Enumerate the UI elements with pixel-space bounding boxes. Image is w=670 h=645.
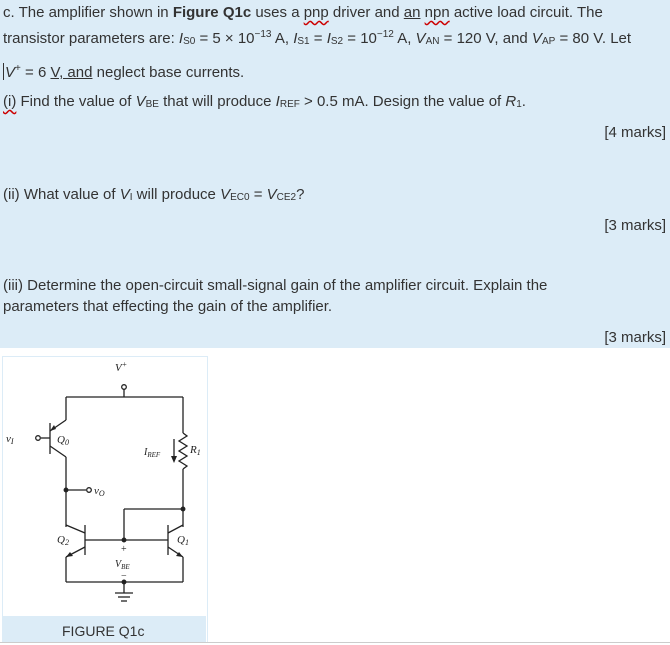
supply-line: V+ = 6 V, and neglect base currents. [5, 63, 245, 81]
part-i-marks: [4 marks] [604, 124, 666, 141]
part-iii-text-1: (iii) Determine the open-circuit small-signal gain of the amplifier circuit. Explain the [3, 277, 548, 294]
part-iii-text-2: parameters that effecting the gain of the amplifier. [3, 298, 333, 315]
ground-icon [115, 593, 133, 601]
figure-caption: FIGURE Q1c [62, 623, 145, 639]
vplus-terminal [122, 385, 127, 390]
r1-resistor [179, 433, 187, 469]
part-ii-marks: [3 marks] [604, 217, 666, 234]
figure-reference: Figure Q1c [172, 4, 252, 21]
vplus-label: V+ [115, 360, 128, 374]
part-iii-label: (iii) [3, 277, 23, 294]
part-ii-label: (ii) [3, 186, 20, 203]
bottom-divider [0, 642, 670, 643]
vo-label: vO [94, 485, 105, 498]
q0-label: Q0 [57, 434, 69, 447]
vbe-minus: − [121, 571, 127, 582]
vbe-label: $V_{BE}$ [115, 559, 130, 571]
intro-line-1: c. The amplifier shown in Figure Q1c uses a pnp driver and an npn active load circuit. The [3, 4, 603, 21]
text-cursor [3, 63, 4, 80]
part-i-text: (i) Find the value of $V_{BE}$ that will produce $I_{REF} > 0.5$ mA. Design the value of $R_1$. [3, 93, 526, 110]
r1-label: R1 [190, 444, 201, 457]
q1-label: Q1 [177, 534, 189, 547]
part-ii-text: (ii) What value of $V_I$ will produce $V_{EC0} = V_{CE2}$? [3, 186, 305, 203]
figure-caption-bar [2, 616, 206, 642]
vi-label: vI [6, 433, 14, 446]
q2-label: Q2 [57, 534, 69, 547]
vi-terminal [36, 436, 41, 441]
vo-terminal [87, 488, 92, 493]
figure-panel [2, 356, 208, 643]
parameters-line: transistor parameters are: $I_{S0} = 5 \times 10^{-13}$ A, $I_{S1} = I_{S2} = 10^{-12}$ A, $V_{AN} = 120$ V, and $V_{AP} = 80$ V. Let [3, 29, 632, 47]
vbe-plus: + [121, 544, 127, 555]
iref-label: $I_{REF}$ [144, 447, 161, 459]
part-iii-marks: [3 marks] [604, 329, 666, 346]
circuit-diagram [3, 357, 207, 617]
part-i-label: (i) [3, 93, 17, 110]
